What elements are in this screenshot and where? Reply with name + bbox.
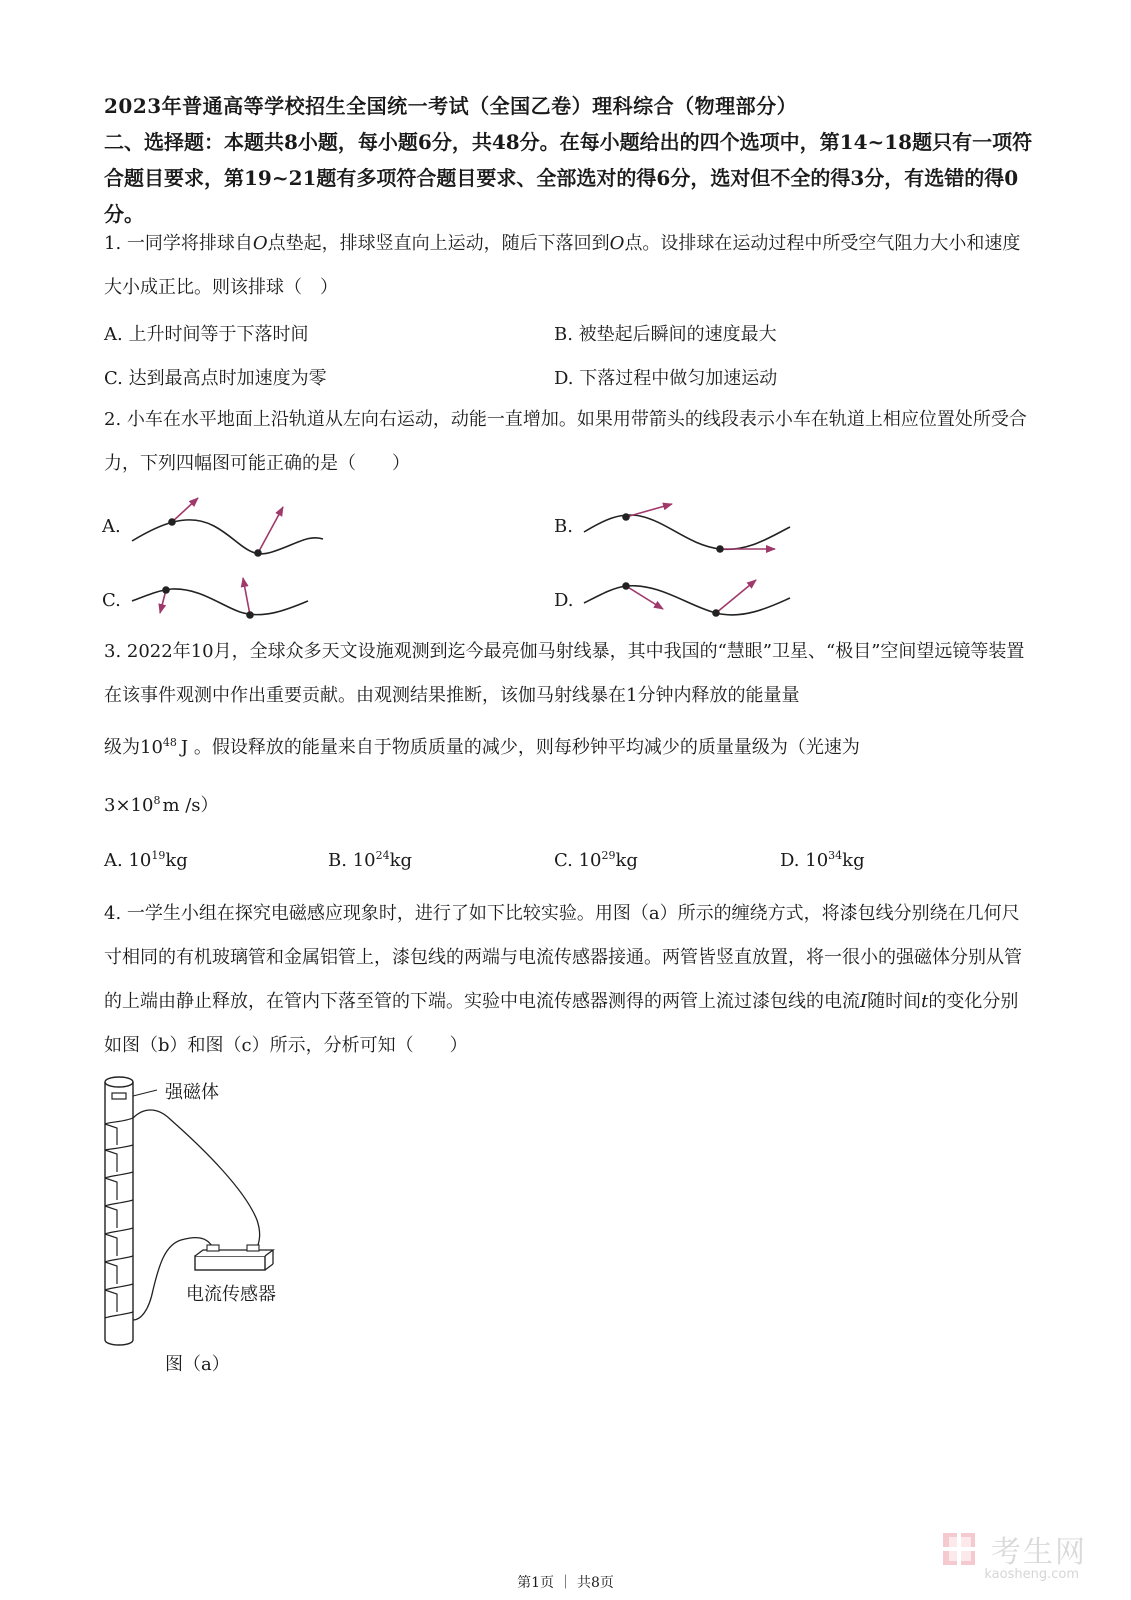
- page-footer: 第1页 ｜ 共8页: [517, 1575, 614, 1591]
- q4-var-t: t: [921, 991, 929, 1012]
- q3-option-b-unit: kg: [389, 850, 413, 871]
- q3-option-d-unit: kg: [842, 850, 865, 871]
- q1-option-d[interactable]: D. 下落过程中做匀加速运动: [554, 368, 778, 389]
- q2-diagrams: [0, 0, 1131, 660]
- exam-title: 2023年普通高等学校招生全国统一考试（全国乙卷）理科综合（物理部分）: [104, 94, 798, 118]
- q3-option-b[interactable]: [328, 850, 412, 871]
- current-sensor-icon: [195, 1245, 273, 1270]
- q1-var-o: O: [252, 233, 268, 254]
- question-4-stem: [104, 892, 1034, 1068]
- coil-windings: [105, 1118, 133, 1318]
- q3-option-b-base: 10: [352, 850, 376, 871]
- question-3-line-3: [104, 784, 219, 828]
- q1-option-a[interactable]: A. 上升时间等于下落时间: [104, 324, 309, 345]
- q1-text-2: 点垫起，排球竖直向上运动，随后下落回到: [267, 233, 610, 254]
- kaosheng-logo-icon: [941, 1529, 985, 1569]
- magnet-label: 强磁体: [165, 1082, 219, 1103]
- q1-text-3: 点。设排球在运动过程中所受空气阻力大小和速度大小成正比。则该排球（ ）: [104, 233, 1021, 298]
- q3-option-b-exp: 24: [375, 849, 390, 862]
- q3-speed-base: 3×10: [104, 795, 154, 816]
- question-3-line-2: [104, 726, 860, 770]
- q1-var-o-2: O: [609, 233, 625, 254]
- q3-option-d-label: D.: [780, 850, 800, 871]
- q2-option-c-label[interactable]: C.: [102, 590, 121, 611]
- q3-energy-base: 10: [140, 737, 163, 758]
- q3-option-d-exp: 34: [828, 849, 843, 862]
- q3-option-c-unit: kg: [615, 850, 638, 871]
- q3-speed-unit: m /s）: [162, 795, 219, 816]
- watermark-text: 考生网: [991, 1535, 1087, 1570]
- figure-a-caption: 图（a）: [165, 1354, 230, 1375]
- q1-option-c[interactable]: C. 达到最高点时加速度为零: [104, 368, 327, 389]
- q3-option-c-base: 10: [578, 850, 602, 871]
- q2-option-a-label[interactable]: A.: [102, 516, 121, 537]
- q2-option-d-label[interactable]: D.: [554, 590, 574, 611]
- watermark-logo: [941, 1527, 1087, 1582]
- q2-diagram-a[interactable]: [132, 498, 323, 557]
- watermark-subtext: kaosheng.com: [984, 1567, 1079, 1582]
- q2-diagram-d[interactable]: [584, 580, 790, 617]
- q3-option-c[interactable]: [554, 850, 638, 871]
- figure-a-apparatus: [95, 1070, 355, 1360]
- q1-option-b[interactable]: B. 被垫起后瞬间的速度最大: [554, 324, 777, 345]
- magnet-icon: [112, 1093, 126, 1099]
- q3-option-a-unit: kg: [165, 850, 188, 871]
- q4-var-i: I: [860, 991, 868, 1012]
- q4-text-2: 随时间: [867, 991, 922, 1012]
- q2-diagram-c[interactable]: [132, 578, 308, 619]
- q3-option-a-exp: 19: [151, 849, 166, 862]
- question-2-stem: 2. 小车在水平地面上沿轨道从左向右运动，动能一直增加。如果用带箭头的线段表示小车在轨道上相应位置处所受合力，下列四幅图可能正确的是（ ）: [104, 409, 1027, 474]
- q3-option-a[interactable]: [104, 850, 188, 871]
- q3-text-b: J 。假设释放的能量来自于物质质量的减少，则每秒钟平均减少的质量量级为（光速为: [180, 737, 860, 758]
- q3-option-c-label: C.: [554, 850, 573, 871]
- q2-diagram-b[interactable]: [584, 504, 790, 553]
- q4-text-1: 4. 一学生小组在探究电磁感应现象时，进行了如下比较实验。用图（a）所示的缠绕方式，将漆包线分别绕在几何尺寸相同的有机玻璃管和金属铝管上，漆包线的两端与电流传感器接通。两管皆竖直放置，将一很小的强磁体分别从管的上端由静止释放，在管内下落至管的下端。实验中电流传感器测得的两管上流过漆包线的电流: [104, 903, 1022, 1012]
- q3-option-a-label: A.: [104, 850, 123, 871]
- q3-option-b-label: B.: [328, 850, 347, 871]
- q1-text-1: 1. 一同学将排球自: [104, 233, 253, 254]
- question-3-line-1: 3. 2022年10月，全球众多天文设施观测到迄今最亮伽马射线暴，其中我国的“慧眼”卫星、“极目”空间望远镜等装置在该事件观测中作出重要贡献。由观测结果推断，该伽马射线暴在1分钟内释放的能量量: [104, 641, 1025, 706]
- q3-option-d-base: 10: [805, 850, 829, 871]
- q4-text-3: 的变化分别如图（b）和图（c）所示，分析可知（ ）: [104, 991, 1019, 1056]
- q3-energy-exponent: 48: [162, 736, 177, 749]
- q3-option-d[interactable]: [780, 850, 865, 871]
- q3-option-a-base: 10: [128, 850, 152, 871]
- sensor-label: 电流传感器: [186, 1284, 276, 1305]
- section-instructions: 二、选择题：本题共8小题，每小题6分，共48分。在每小题给出的四个选项中，第14~18题只有一项符合题目要求，第19~21题有多项符合题目要求、全部选对的得6分，选对但不全的得3分，有选错的得0分。: [104, 130, 1033, 226]
- q2-option-b-label[interactable]: B.: [554, 516, 573, 537]
- q3-option-c-exp: 29: [601, 849, 616, 862]
- q3-speed-exponent: 8: [153, 794, 161, 807]
- q3-text-a: 级为: [104, 737, 140, 758]
